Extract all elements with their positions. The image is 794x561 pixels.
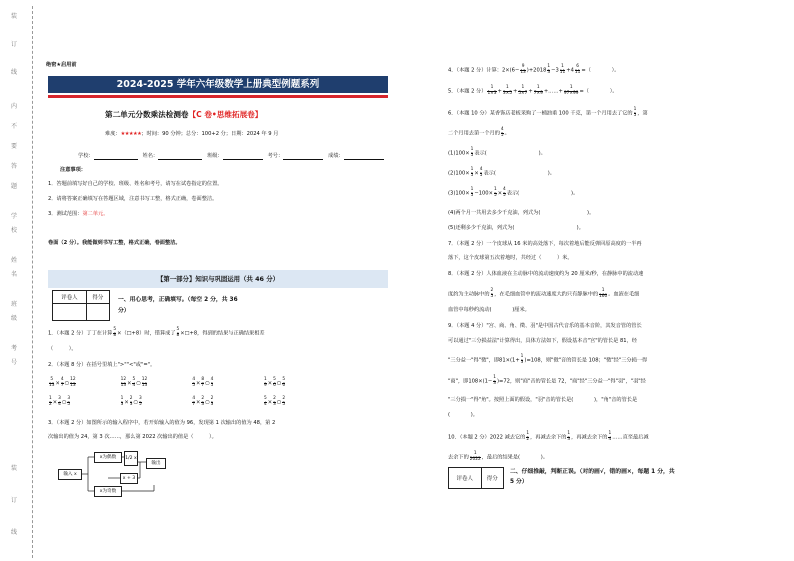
q6-sub-4[interactable]: (4)两个月一共用去多少千克油，列式为( )。 [448, 210, 595, 216]
binding-char: 要 [11, 143, 18, 150]
plus3-box: x + 3 [120, 473, 138, 484]
binding-char: 考 [11, 345, 18, 352]
binding-char: 线 [11, 529, 18, 536]
section1-title-cont: 分） [118, 308, 130, 314]
binding-char: 订 [11, 41, 18, 48]
comparison-item[interactable]: $\frac{12}{13}$ × $\frac{5}{4}$ ○ $\frac{12}{13}$ [120, 377, 148, 388]
q1-text: 1．（本题 2 分）丁丁在计算 [48, 330, 113, 337]
question-9-b: 可以通过"三分损益法"计算得出，具体方法如下，假设基本音"宫"的管长是 81，经 [448, 338, 637, 344]
banner-underline [48, 95, 388, 98]
section1-title: 一、用心思考，正确填写。（每空 2 分，共 36 [118, 297, 238, 303]
q5-answer[interactable]: =（ ）。 [579, 88, 618, 95]
question-9-c: "三分益一"得"徵"，即81×(1+ $\frac{1}{3}$ )=108，则"徵"音的管长是 108；"徵"经"三分损一得 [448, 354, 648, 365]
question-1 [48, 328, 265, 338]
binding-char: 线 [11, 69, 18, 76]
test-title [105, 109, 262, 120]
q6-text: ，第 [637, 110, 648, 117]
binding-char: 不 [11, 123, 18, 130]
binding-char: 装 [11, 465, 18, 472]
q2-row-1 [48, 378, 323, 388]
section2-title-cont: 5 分） [510, 479, 528, 485]
notes-title: 注意事项： [60, 167, 86, 173]
binding-char: 订 [11, 497, 18, 504]
question-3-cont: 次输出的值为 24，第 3 次……，那么第 2022 次输出的值是（ ）。 [48, 434, 217, 440]
school-field[interactable] [94, 153, 138, 160]
note-item: 1．答题前填写好自己的学校、班级、姓名和考号，请写在试卷指定的位置。 [48, 181, 223, 187]
comparison-item[interactable]: $\frac{1}{9}$ × $\frac{5}{6}$ ○ $\frac{5}{6}$ [263, 377, 286, 388]
exam-no-label: 考号： [267, 153, 284, 159]
meta-line [105, 131, 278, 138]
q5-text: 5．（本题 2 分） [448, 88, 487, 95]
score-box-label: 得分 [86, 291, 109, 304]
binding-char: 题 [11, 183, 18, 190]
question-10-cont: 去余下的 $\frac{1}{2022}$ ，最后的结果是( )。 [448, 451, 549, 462]
question-3: 3．（本题 2 分）如图所示的输入程序中，若开始输入的值为 96，发现第 1 次输出的值为 48，第 2 [48, 420, 276, 426]
part1-banner: 【第一部分】知识与巩固运用（共 46 分） [48, 270, 388, 288]
binding-char: 校 [11, 227, 18, 234]
school-label: 学校： [78, 153, 94, 159]
question-8-end: 血管中每秒约流动( )厘米。 [448, 307, 530, 313]
section2-title: 二、仔细推敲，判断正误。（对的画√，错的画×，每题 1 分，共 [510, 469, 675, 475]
question-6-cont: 二个月用去第一个月的 $\frac{4}{5}$ 。 [448, 127, 510, 138]
question-8: 8．（本题 2 分）人体血液在主动脉中的流动速度约为 20 厘米/秒，在静脉中的流动速 [448, 271, 644, 277]
meta-info: ；时间：90 分钟；总分：100+2 分；日期：2024 年 9 月 [141, 131, 279, 137]
q2-row-2 [48, 397, 323, 407]
question-9-e: "三分损一"得"角"。按照上面的假设，"羽"音的管长是( )，"角"音的管长是 [448, 397, 638, 403]
q1-text: ×（□+8）时，错算成了 [117, 330, 176, 337]
q1-text: ×□+8，得到的结果与正确结果相差 [180, 330, 265, 337]
question-9-d: "商"，即108×(1− $\frac{1}{3}$ )=72，则"商"音的管长是 72，"商"经"三分益一"得"羽"，"羽"经 [448, 375, 646, 386]
q6-text: 二个月用去第一个月的 [448, 130, 500, 137]
binding-char: 内 [11, 103, 18, 110]
q6-sub-3[interactable]: (3)100× $\frac{1}{5}$ −100× $\frac{1}{5}$ × $\frac{4}{5}$ 表示( )。 [448, 187, 579, 198]
difficulty-stars: ★★★★★ [120, 131, 142, 137]
input-box: 输入 x [58, 469, 82, 480]
output-box: 输出 [146, 458, 166, 469]
question-5: 5．（本题 2 分） $\frac{1}{1\times 3}$ + $\frac{1}{3\times 5}$ + $\frac{1}{5\times 7}$ + $\frac{1}{7\times 9}$ +……+ $\frac{1}{97\times 99}$ =（ ）。 [448, 85, 618, 96]
q6-sub-2[interactable]: (2)100× $\frac{1}{5}$ × $\frac{4}{5}$ 表示( )。 [448, 167, 555, 178]
score-box-label: 得分 [481, 468, 503, 489]
comparison-item[interactable]: $\frac{4}{5}$ × $\frac{8}{7}$ ○ $\frac{4}{5}$ [192, 377, 214, 388]
reviewer-label: 评卷人 [449, 468, 482, 489]
neatness-note: 卷面（2 分）。我能做到书写工整，格式正确，卷面整洁。 [48, 240, 181, 246]
series-title: 2024-2025 学年六年级数学上册典型例题系列 [48, 76, 388, 93]
question-2: 2．（本题 8 分）在括号里填上">""<"或"="。 [48, 362, 156, 368]
question-8-cont: 度约为主动脉中的 $\frac{2}{5}$ ，在毛细血管中的流动速度大约只有静脉中的 $\frac{1}{160}$ 。血液在毛细 [448, 288, 640, 299]
question-4: 4．（本题 2 分）计算：2×(6− $\frac{9}{13}$ )+2018 $\frac{1}{3}$ −3 $\frac{1}{11}$ +4 $\frac{6}{11}$ =（ ）。 [448, 64, 620, 75]
question-7-cont: 落下，这个皮球第五次着地时，共经过（ ）米。 [448, 255, 573, 261]
note-item: 2．请将答案正确填写在答题区域，注意书写工整，格式正确，卷面整洁。 [48, 196, 218, 202]
binding-char: 学 [11, 213, 18, 220]
class-label: 班级： [207, 153, 223, 159]
secret-label: 绝密★启用前 [46, 62, 77, 68]
note-item [48, 211, 108, 218]
q4-text: 4．（本题 2 分）计算：2 [448, 67, 506, 74]
reviewer-label: 评卷人 [53, 291, 87, 304]
score-box-2 [448, 467, 504, 489]
q1-answer[interactable]: （ ）。 [48, 346, 77, 352]
score-box [52, 290, 110, 321]
question-9-f[interactable]: ( )。 [448, 412, 478, 418]
even-box: x为偶数 [94, 452, 122, 463]
name-field[interactable] [158, 153, 202, 160]
student-info [78, 153, 384, 160]
q6-sub-1[interactable]: (1)100× $\frac{1}{5}$ 表示( )。 [448, 147, 546, 158]
q6-sub-5[interactable]: (5)还剩多少千克油，列式为( )。 [448, 225, 584, 231]
reviewer-cell[interactable] [53, 304, 87, 321]
comparison-item[interactable]: $\frac{5}{4}$ × $\frac{2}{3}$ ○ $\frac{2}{5}$ [263, 396, 286, 407]
question-7: 7．（本题 2 分）一个皮球从 16 米的高处落下，每次着地后能反弹回原高度的一半再 [448, 241, 642, 247]
comparison-item[interactable]: $\frac{4}{7}$ × $\frac{2}{3}$ ○ $\frac{2}{3}$ [192, 396, 214, 407]
question-10: 10．（本题 2 分）2022 减去它的 $\frac{1}{2}$ ，再减去余下的 $\frac{1}{3}$ ，再减去余下的 $\frac{1}{4}$ ……直至最后减 [448, 431, 649, 442]
class-field[interactable] [223, 153, 263, 160]
fraction: $\frac{5}{8}$ [113, 327, 117, 338]
exam-no-field[interactable] [283, 153, 323, 160]
binding-char: 级 [11, 315, 18, 322]
q4-answer[interactable]: =（ ）。 [581, 67, 620, 74]
note-scope-label: 3．测试范围： [48, 211, 83, 217]
fraction: $\frac{5}{8}$ [176, 327, 180, 338]
binding-char: 名 [11, 271, 18, 278]
difficulty-label: 难度： [105, 131, 121, 137]
binding-char: 答 [11, 163, 18, 170]
comparison-item[interactable]: $\frac{1}{2}$ × $\frac{3}{4}$ ○ $\frac{3}{5}$ [49, 396, 71, 407]
binding-char: 装 [11, 13, 18, 20]
comparison-item[interactable]: $\frac{5}{13}$ × $\frac{4}{7}$ ○ $\frac{12}{13}$ [49, 377, 76, 388]
flow-diagram [58, 449, 168, 497]
binding-char: 号 [11, 359, 18, 366]
score-cell[interactable] [86, 304, 109, 321]
question-9: 9．（本题 4 分）"宫、商、角、徵、羽"是中国古代音乐的基本音阶，其发音管的管长 [448, 323, 642, 329]
half-box: 1/2 x [124, 451, 138, 466]
odd-box: x为奇数 [94, 486, 122, 497]
binding-line [10, 6, 33, 558]
note-scope: 第二单元。 [82, 211, 109, 217]
question-6: 6．（本题 10 分）某香饰店老板采购了一桶油重 100 千克，第一个月用去了它的 $\frac{1}{5}$ ，第 [448, 107, 648, 118]
comparison-item[interactable]: $\frac{1}{3}$ × $\frac{2}{3}$ ○ $\frac{3}{5}$ [120, 396, 142, 407]
test-title-text: 第二单元分数乘法检测卷 [105, 110, 189, 119]
q6-text: 6．（本题 10 分）某香饰店老板采购了一桶油重 100 千克，第一个月用去了它的 [448, 110, 633, 117]
score-label: 成绩： [328, 153, 344, 159]
binding-char: 班 [11, 301, 18, 308]
binding-char: 姓 [11, 257, 18, 264]
name-label: 姓名： [142, 153, 159, 159]
score-field[interactable] [344, 153, 384, 160]
test-variant: 【C 卷•思维拓展卷】 [188, 110, 263, 119]
